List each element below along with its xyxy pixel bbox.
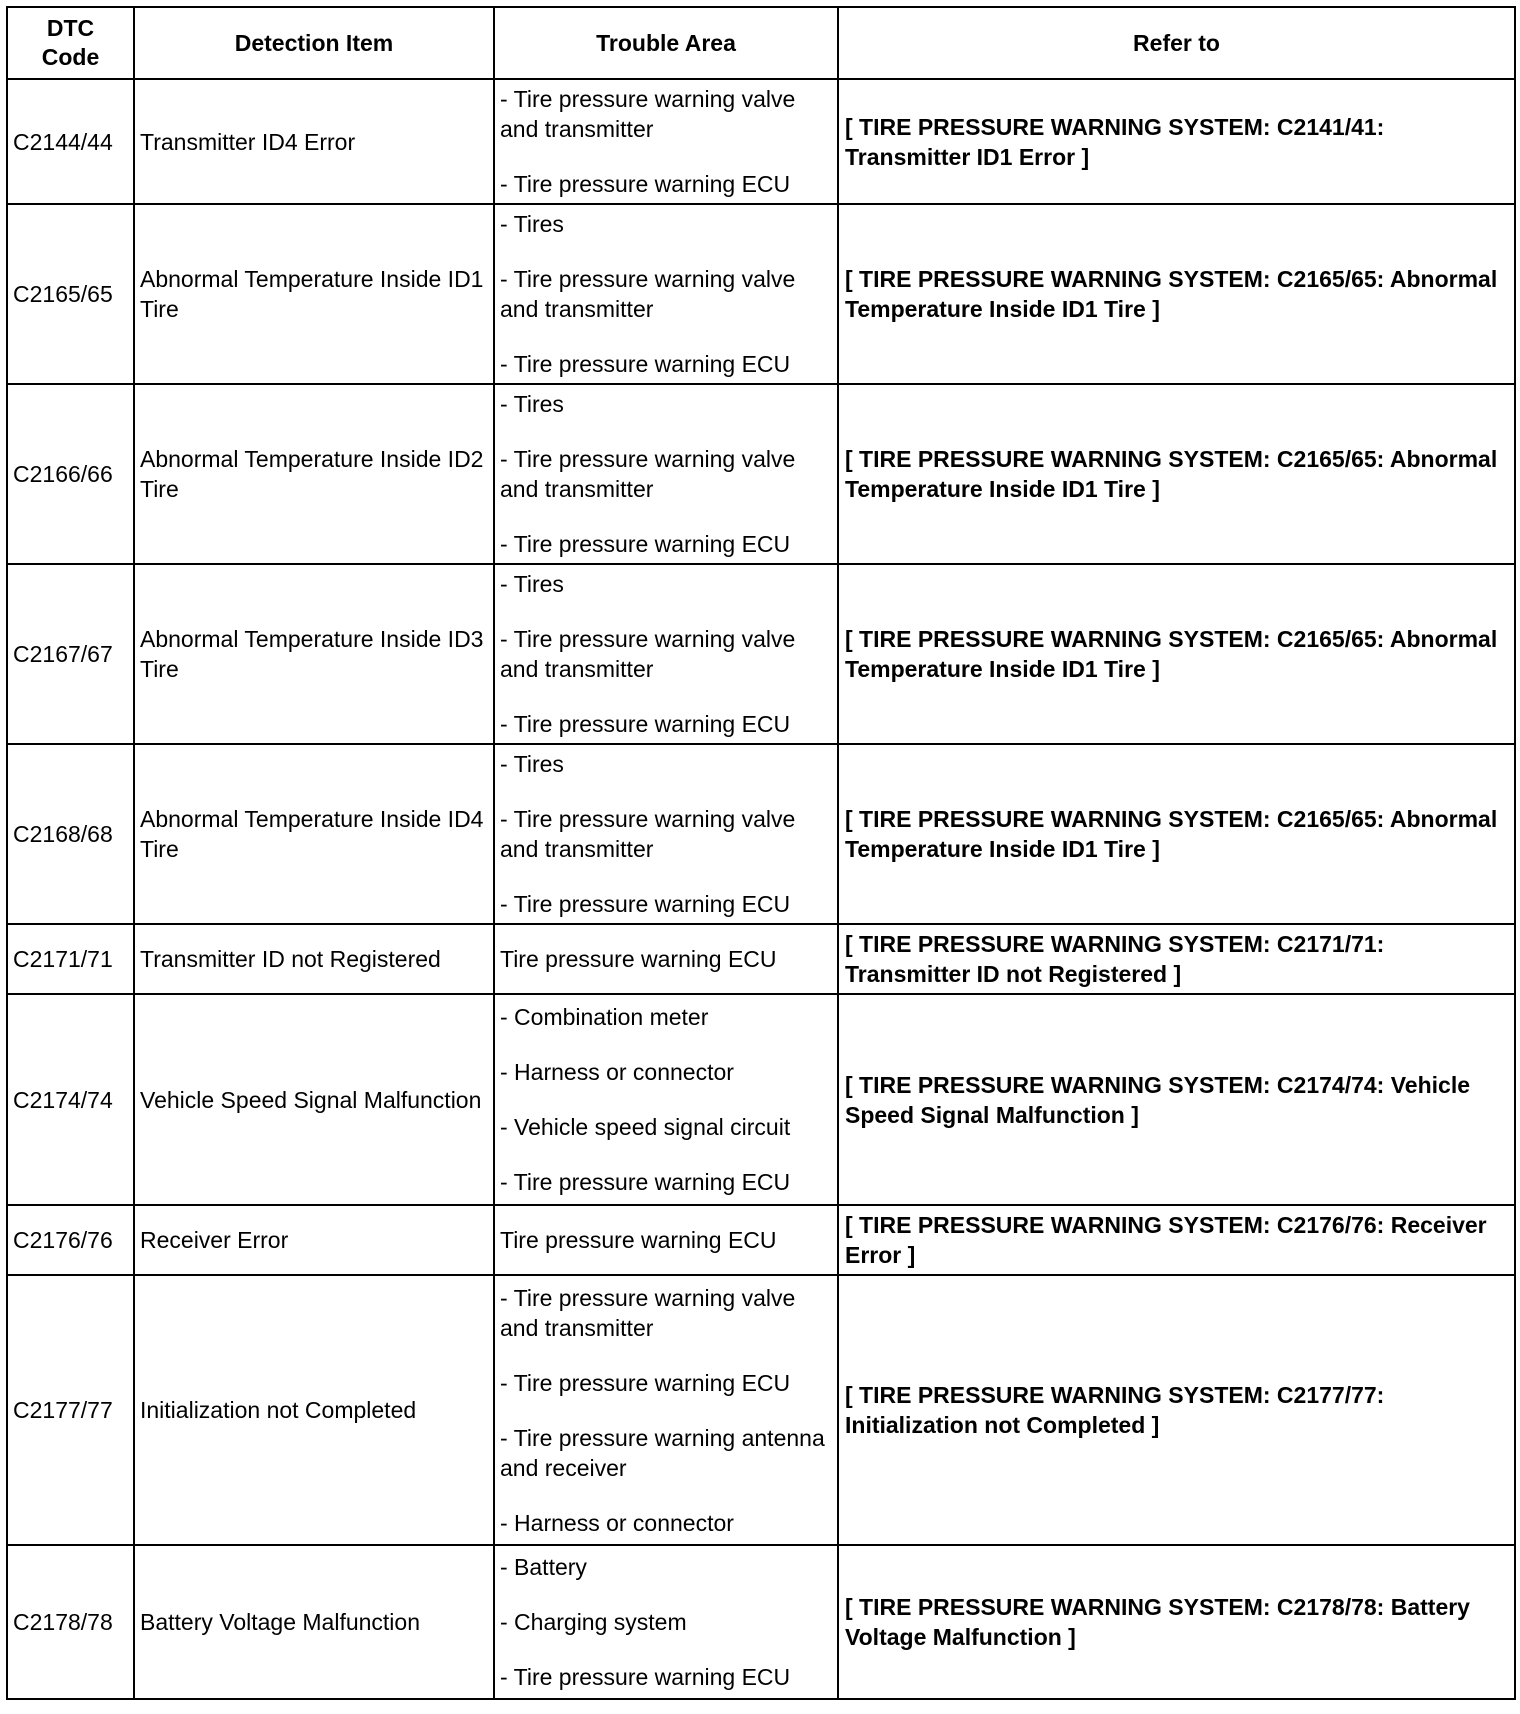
detection-item-cell: Abnormal Temperature Inside ID3 Tire — [134, 564, 494, 744]
detection-item-cell: Receiver Error — [134, 1205, 494, 1275]
trouble-area-item: - Tire pressure warning valve and transmitter — [500, 446, 796, 502]
table-row — [7, 744, 1515, 924]
dtc-table-container — [6, 6, 1516, 1700]
trouble-area-item: - Battery — [500, 1554, 587, 1580]
trouble-area-item: Tire pressure warning ECU — [500, 1227, 777, 1253]
trouble-area-item: - Tire pressure warning ECU — [500, 711, 791, 737]
trouble-area-cell — [494, 924, 838, 994]
table-header-row — [7, 7, 1515, 79]
trouble-area-cell — [494, 204, 838, 384]
table-row — [7, 994, 1515, 1205]
detection-item-cell: Transmitter ID not Registered — [134, 924, 494, 994]
header-trouble-area: Trouble Area — [494, 7, 838, 79]
dtc-code-cell: C2177/77 — [7, 1275, 134, 1545]
table-row — [7, 204, 1515, 384]
trouble-area-item: - Combination meter — [500, 1004, 709, 1030]
trouble-area-item: - Tire pressure warning ECU — [500, 1664, 791, 1690]
table-row — [7, 1275, 1515, 1545]
detection-item-cell: Abnormal Temperature Inside ID4 Tire — [134, 744, 494, 924]
trouble-area-cell — [494, 1275, 838, 1545]
trouble-area-item: - Harness or connector — [500, 1509, 734, 1536]
detection-item-cell: Vehicle Speed Signal Malfunction — [134, 994, 494, 1205]
trouble-area-item: Tire pressure warning ECU — [500, 946, 777, 972]
trouble-area-item: - Tire pressure warning ECU — [500, 531, 791, 557]
trouble-area-item: - Harness or connector — [500, 1059, 734, 1085]
table-row — [7, 1545, 1515, 1699]
table-row — [7, 924, 1515, 994]
trouble-area-item: - Vehicle speed signal circuit — [500, 1114, 791, 1140]
dtc-code-cell: C2144/44 — [7, 79, 134, 204]
table-row — [7, 384, 1515, 564]
trouble-area-item: - Tire pressure warning valve and transmitter — [500, 266, 796, 322]
table-row — [7, 564, 1515, 744]
refer-to-cell: [ TIRE PRESSURE WARNING SYSTEM: C2141/41: Transmitter ID1 Error ] — [838, 79, 1515, 204]
refer-to-cell: [ TIRE PRESSURE WARNING SYSTEM: C2177/77: Initialization not Completed ] — [838, 1275, 1515, 1545]
refer-to-cell: [ TIRE PRESSURE WARNING SYSTEM: C2165/65: Abnormal Temperature Inside ID1 Tire ] — [838, 384, 1515, 564]
dtc-code-cell: C2171/71 — [7, 924, 134, 994]
trouble-area-item: - Tire pressure warning ECU — [500, 171, 791, 197]
trouble-area-cell — [494, 744, 838, 924]
refer-to-cell: [ TIRE PRESSURE WARNING SYSTEM: C2165/65: Abnormal Temperature Inside ID1 Tire ] — [838, 744, 1515, 924]
refer-to-cell: [ TIRE PRESSURE WARNING SYSTEM: C2165/65: Abnormal Temperature Inside ID1 Tire ] — [838, 564, 1515, 744]
trouble-area-item: - Tire pressure warning ECU — [500, 1369, 791, 1396]
trouble-area-cell — [494, 79, 838, 204]
dtc-code-cell: C2176/76 — [7, 1205, 134, 1275]
header-detection-item: Detection Item — [134, 7, 494, 79]
header-dtc-code: DTC Code — [7, 7, 134, 79]
refer-to-cell: [ TIRE PRESSURE WARNING SYSTEM: C2171/71: Transmitter ID not Registered ] — [838, 924, 1515, 994]
trouble-area-item: - Tire pressure warning valve and transmitter — [500, 626, 796, 682]
dtc-code-cell: C2165/65 — [7, 204, 134, 384]
detection-item-cell: Abnormal Temperature Inside ID1 Tire — [134, 204, 494, 384]
table-row — [7, 1205, 1515, 1275]
trouble-area-cell — [494, 1545, 838, 1699]
dtc-code-cell: C2168/68 — [7, 744, 134, 924]
header-refer-to: Refer to — [838, 7, 1515, 79]
trouble-area-item: - Charging system — [500, 1609, 687, 1635]
dtc-code-cell: C2178/78 — [7, 1545, 134, 1699]
table-row — [7, 79, 1515, 204]
detection-item-cell: Transmitter ID4 Error — [134, 79, 494, 204]
trouble-area-cell — [494, 384, 838, 564]
refer-to-cell: [ TIRE PRESSURE WARNING SYSTEM: C2174/74: Vehicle Speed Signal Malfunction ] — [838, 994, 1515, 1205]
refer-to-cell: [ TIRE PRESSURE WARNING SYSTEM: C2178/78: Battery Voltage Malfunction ] — [838, 1545, 1515, 1699]
detection-item-cell: Abnormal Temperature Inside ID2 Tire — [134, 384, 494, 564]
dtc-code-cell: C2167/67 — [7, 564, 134, 744]
refer-to-cell: [ TIRE PRESSURE WARNING SYSTEM: C2176/76: Receiver Error ] — [838, 1205, 1515, 1275]
trouble-area-item: - Tire pressure warning antenna and receiver — [500, 1424, 825, 1481]
trouble-area-item: - Tire pressure warning valve and transmitter — [500, 1284, 796, 1341]
trouble-area-cell — [494, 1205, 838, 1275]
trouble-area-cell — [494, 564, 838, 744]
trouble-area-item: - Tire pressure warning ECU — [500, 891, 791, 917]
trouble-area-item: - Tire pressure warning valve and transmitter — [500, 806, 796, 862]
detection-item-cell: Initialization not Completed — [134, 1275, 494, 1545]
dtc-code-cell: C2174/74 — [7, 994, 134, 1205]
trouble-area-item: - Tires — [500, 751, 564, 777]
trouble-area-item: - Tire pressure warning ECU — [500, 351, 791, 377]
trouble-area-item: - Tires — [500, 211, 564, 237]
trouble-area-item: - Tires — [500, 391, 564, 417]
trouble-area-cell — [494, 994, 838, 1205]
dtc-table — [6, 6, 1516, 1700]
dtc-code-cell: C2166/66 — [7, 384, 134, 564]
detection-item-cell: Battery Voltage Malfunction — [134, 1545, 494, 1699]
trouble-area-item: - Tire pressure warning ECU — [500, 1169, 791, 1195]
trouble-area-item: - Tire pressure warning valve and transmitter — [500, 86, 796, 142]
refer-to-cell: [ TIRE PRESSURE WARNING SYSTEM: C2165/65: Abnormal Temperature Inside ID1 Tire ] — [838, 204, 1515, 384]
trouble-area-item: - Tires — [500, 571, 564, 597]
